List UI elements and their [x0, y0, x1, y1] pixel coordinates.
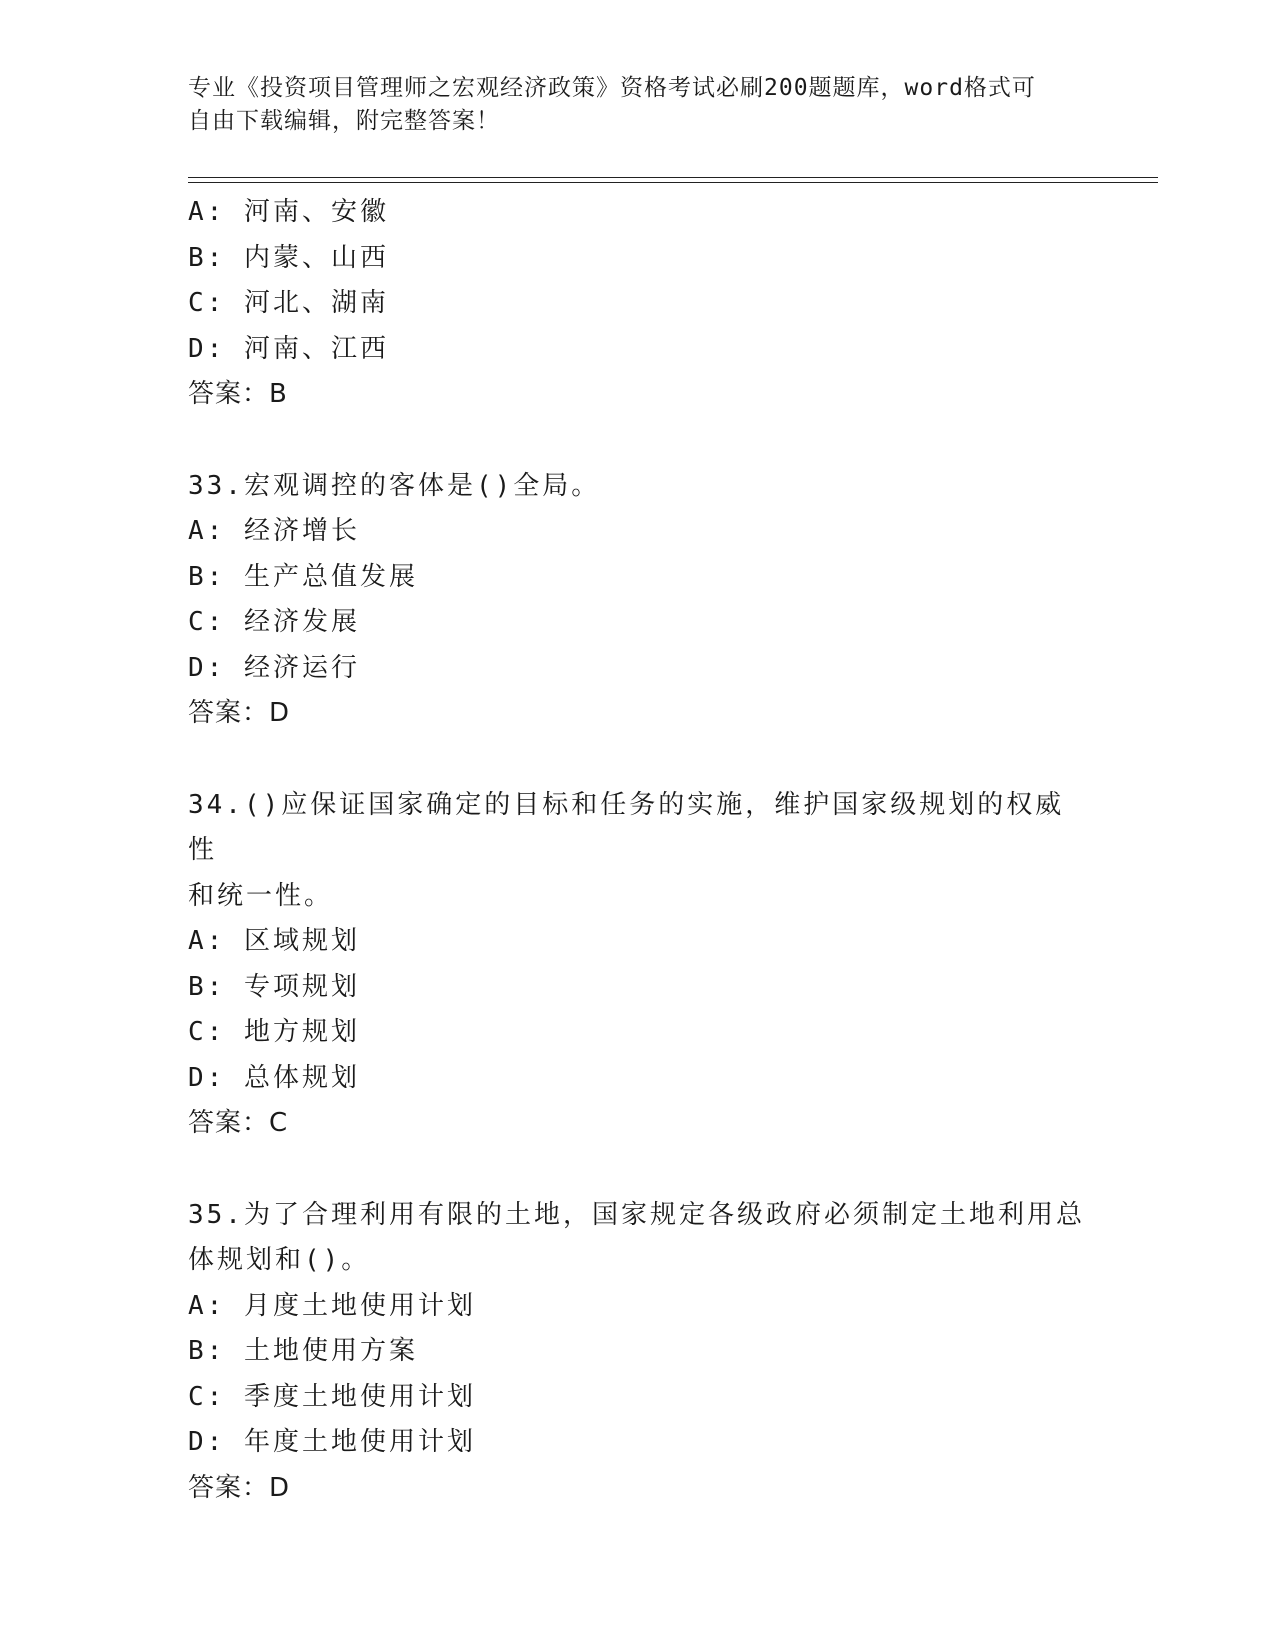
option-d: D: 河南、江西: [188, 333, 389, 364]
answer: 答案：D: [188, 698, 291, 728]
question-text-line-1: 35.为了合理利用有限的土地，国家规定各级政府必须制定土地利用总: [188, 1199, 1085, 1230]
continued-question: [188, 190, 1088, 418]
option-d: D: 经济运行: [188, 652, 360, 683]
header-line-2: 自由下载编辑，附完整答案！: [188, 108, 500, 134]
question-35: [188, 1193, 1088, 1512]
option-c: C: 河北、湖南: [188, 288, 389, 318]
option-c: C: 地方规划: [188, 1017, 360, 1047]
option-b: B: 生产总值发展: [188, 561, 418, 592]
option-b: B: 内蒙、山西: [188, 242, 389, 273]
option-c: C: 经济发展: [188, 607, 360, 637]
question-text: 33.宏观调控的客体是()全局。: [188, 470, 601, 501]
question-text-line-2: 体规划和()。: [188, 1245, 371, 1275]
option-d: D: 总体规划: [188, 1062, 360, 1093]
option-a: A: 月度土地使用计划: [188, 1290, 476, 1321]
question-33: [188, 464, 1088, 737]
document-header: [188, 72, 1068, 138]
document-body: [188, 190, 1088, 1511]
header-line-1: 专业《投资项目管理师之宏观经济政策》资格考试必刷200题题库，word格式可: [188, 75, 1036, 101]
option-d: D: 年度土地使用计划: [188, 1427, 476, 1457]
option-c: C: 季度土地使用计划: [188, 1381, 476, 1412]
question-34: [188, 783, 1088, 1147]
question-text-line-2: 和统一性。: [188, 880, 334, 911]
answer: 答案：B: [188, 379, 288, 409]
header-divider-bottom: [188, 182, 1158, 183]
question-text-line-1: 34.()应保证国家确定的目标和任务的实施，维护国家级规划的权威性: [188, 789, 1065, 865]
option-b: B: 土地使用方案: [188, 1336, 418, 1366]
answer: 答案：C: [188, 1108, 289, 1138]
answer: 答案：D: [188, 1472, 291, 1503]
option-b: B: 专项规划: [188, 971, 360, 1002]
header-divider-top: [188, 177, 1158, 178]
option-a: A: 经济增长: [188, 516, 360, 546]
option-a: A: 区域规划: [188, 926, 360, 956]
option-a: A: 河南、安徽: [188, 197, 389, 227]
